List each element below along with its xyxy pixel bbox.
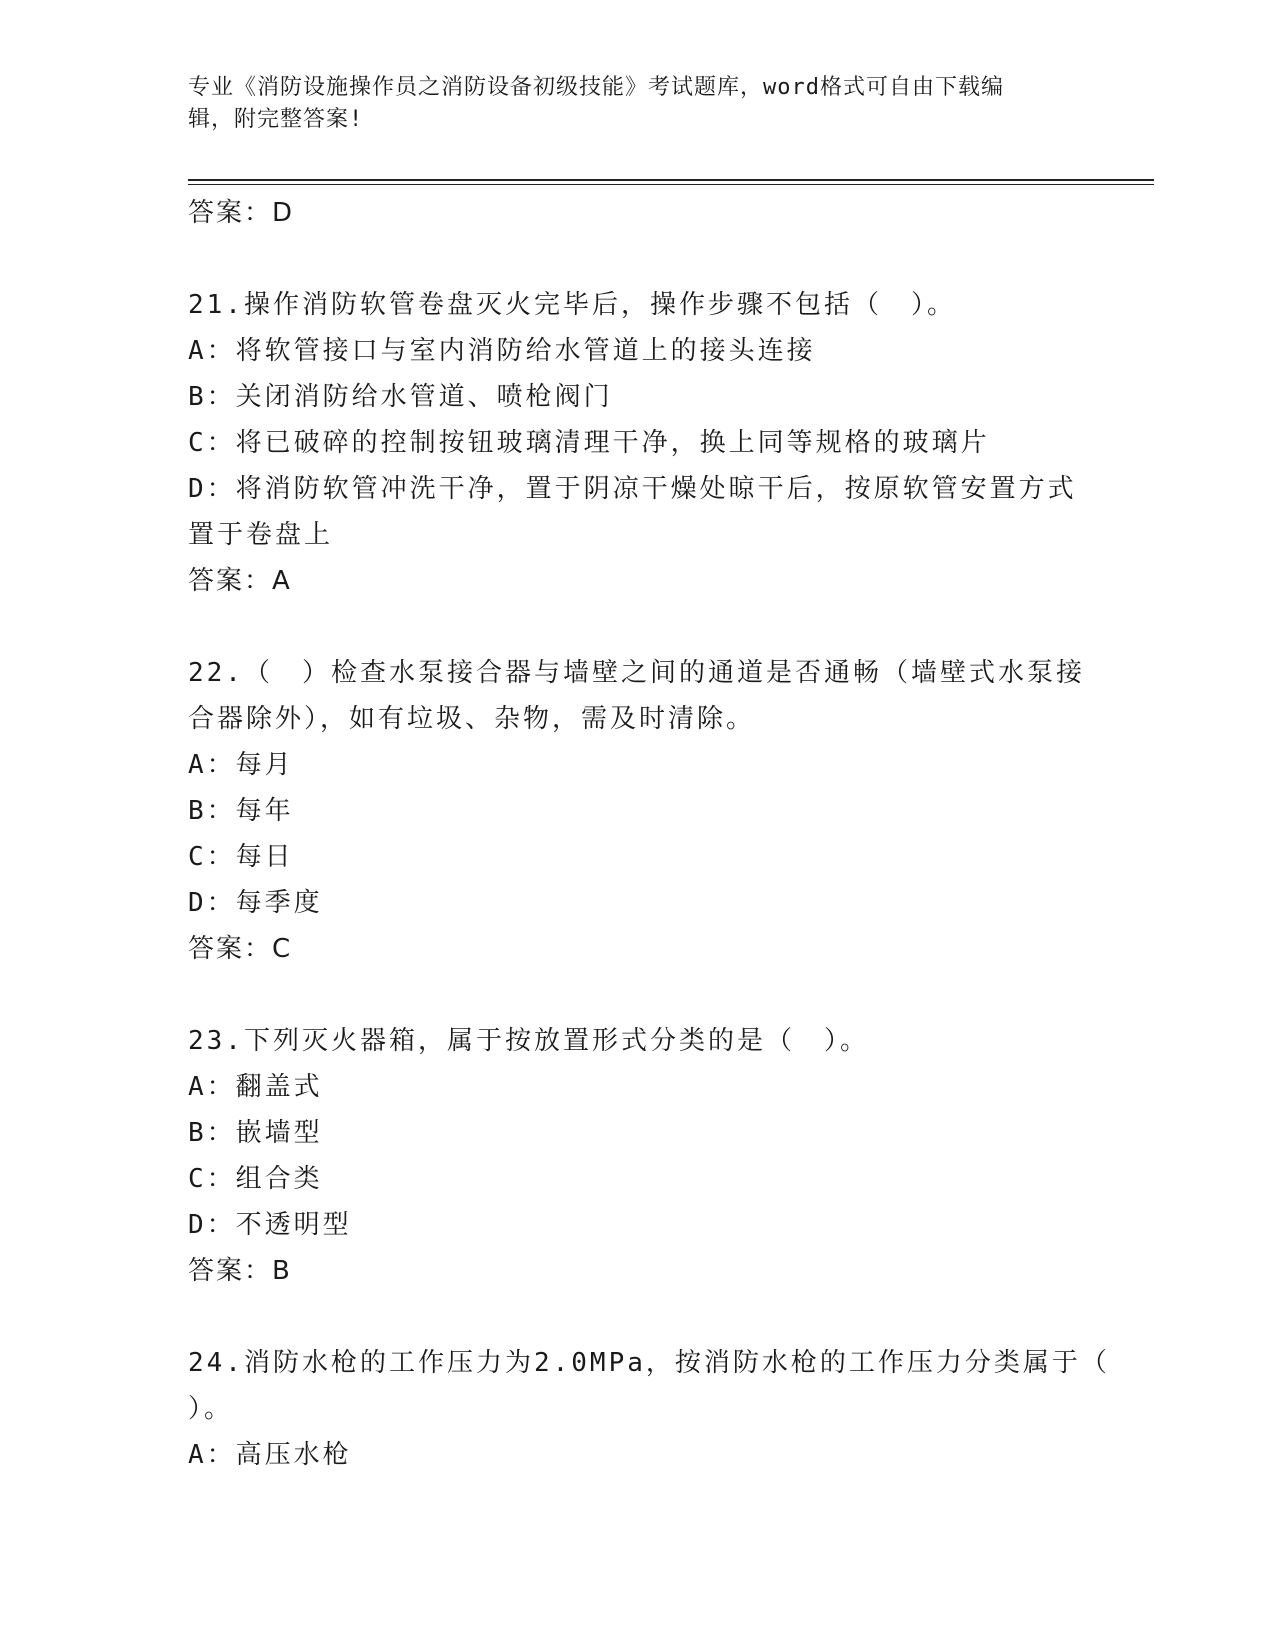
answer-line: 答案：A: [188, 566, 292, 596]
option-b: B：每年: [188, 796, 294, 826]
option-a: A：翻盖式: [188, 1072, 323, 1102]
option-a: A：每月: [188, 750, 294, 780]
header-rule-thick: [188, 179, 1154, 181]
option-b: B：关闭消防给水管道、喷枪阀门: [188, 382, 613, 412]
spacer: [188, 1294, 1088, 1340]
question-stem: 24.消防水枪的工作压力为2.0MPa，按消防水枪的工作压力分类属于（: [188, 1348, 1110, 1378]
option-a: A：高压水枪: [188, 1440, 352, 1470]
spacer: [188, 604, 1088, 650]
answer-line: 答案：D: [188, 198, 295, 228]
page-header: [188, 72, 1068, 136]
question-list: [188, 190, 1110, 1478]
option-d-continued: 置于卷盘上: [188, 520, 334, 550]
answer-line: 答案：C: [188, 934, 293, 964]
option-c: C：每日: [188, 842, 294, 872]
question-stem-continued: ）。: [188, 1394, 234, 1424]
question-24: [188, 1340, 1110, 1478]
question-23: [188, 1018, 1088, 1294]
spacer: [188, 972, 1088, 1018]
header-line-1: 专业《消防设施操作员之消防设备初级技能》考试题库，word格式可自由下载编: [188, 75, 1004, 100]
option-c: C：组合类: [188, 1164, 323, 1194]
option-d: D：每季度: [188, 888, 323, 918]
option-b: B：嵌墙型: [188, 1118, 323, 1148]
header-rule-thin: [188, 184, 1154, 185]
question-21: [188, 282, 1088, 604]
option-a: A：将软管接口与室内消防给水管道上的接头连接: [188, 336, 816, 366]
question-stem: 21.操作消防软管卷盘灭火完毕后，操作步骤不包括（ ）。: [188, 290, 956, 320]
question-22: [188, 650, 1088, 972]
option-c: C：将已破碎的控制按钮玻璃清理干净，换上同等规格的玻璃片: [188, 428, 990, 458]
question-stem: 22.（ ）检查水泵接合器与墙壁之间的通道是否通畅（墙壁式水泵接: [188, 658, 1085, 688]
answer-line: 答案：B: [188, 1256, 292, 1286]
question-stem-continued: 合器除外），如有垃圾、杂物，需及时清除。: [188, 704, 756, 734]
option-d: D：将消防软管冲洗干净，置于阴凉干燥处晾干后，按原软管安置方式: [188, 474, 1077, 504]
spacer: [188, 236, 1088, 282]
header-line-2: 辑，附完整答案!: [188, 107, 364, 132]
question-stem: 23.下列灭火器箱，属于按放置形式分类的是（ ）。: [188, 1026, 869, 1056]
option-d: D：不透明型: [188, 1210, 352, 1240]
